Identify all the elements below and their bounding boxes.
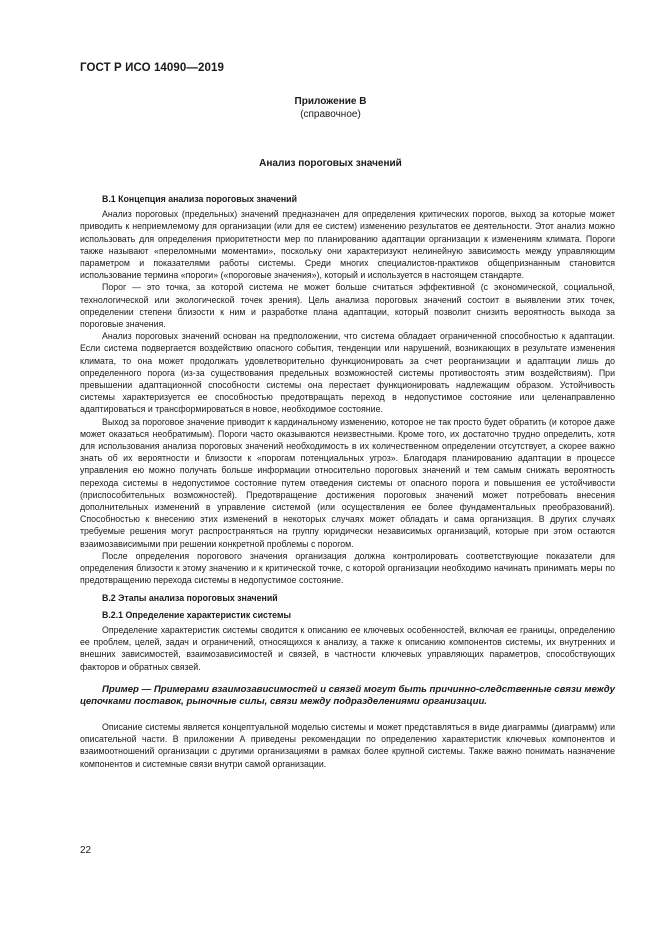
paragraph: Описание системы является концептуальной моделью системы и может представляться в виде диаграммы (диаграмм) или описательной части. В приложении А приведены рекомендации по определению характеристик ключевых компонентов и взаимоотношений организации с другими организациями в рамках более крупной системы. Также важно понимать назначение компонентов и системные связи внутри самой организации. [80, 721, 615, 769]
paragraph: Выход за пороговое значение приводит к кардинальному изменению, которое не так просто будет обратить (и которое даже может оказаться необратимым). Пороги часто оказываются неизвестными. Кроме того, их достаточно трудно определить, хотя для использования анализа пороговых значений необходимость в их количественном определении отсутствует, а скорее важно знать об их вероятности и близости к «порогам потенциальных угроз». Благодаря планированию адаптации в процессе управления ею можно получать больше информации относительно пороговых значений и тем самым снижать вероятность перехода системы в недопустимое состояние путем отведения системы от опасного порога и повышения ее устойчивости (приспособительных возможностей). Предотвращение достижения пороговых значений может потребовать внесения дополнительных изменений в управление системой (или осуществления ее более фундаментальных преобразований). Способностью к внесению этих изменений в некоторых случаях может обладать и сама организация. В других случаях требуемые решения могут распространяться на группу юридически независимых организаций, которые при этом остаются взаимозависимыми при решении конкретной проблемы с порогом. [80, 416, 615, 549]
paragraph: Анализ пороговых значений основан на предположении, что система обладает ограниченной способностью к адаптации. Если система подвергается воздействию опасного события, тенденции или нарушений, возникающих в результате изменения климата, то она может продолжать удовлетворительно функционировать за счет реорганизации и адаптации лишь до определенного порога (из-за существования предельных возможностей системы противостоять этим воздействиям). При превышении адаптационной способности системы она перестает функционировать надлежащим образом. Устойчивость системы характеризуется ее способностью предотвращать переход в недопустимое состояние или целенаправленно адаптироваться и трансформироваться в новое, необходимое состояние. [80, 331, 615, 415]
document-title: Анализ пороговых значений [259, 158, 402, 169]
annex-heading [0, 95, 661, 121]
annex-subtitle: (справочное) [300, 109, 361, 120]
paragraph: После определения порогового значения организация должна контролировать соответствующие показатели для определения близости к этому значению и к критической точке, с которой организации необходимо начинать принимать меры по предотвращению перехода системы в недопустимое состояние. [80, 550, 615, 586]
subsection-heading-b21: B.2.1 Определение характеристик системы [102, 609, 291, 620]
annex-title: Приложение В [294, 96, 367, 107]
document-body [80, 193, 615, 770]
standard-designation: ГОСТ Р ИСО 14090—2019 [80, 62, 225, 74]
paragraph: Порог — это точка, за которой система не может больше считаться эффективной (с экономической, социальной, технологической или экологической точек зрения). Цель анализа пороговых значений состоит в выявлении этих точек, определении степени близости к ним и разработке плана адаптации, который позволит снизить вероятность выхода за пороговые значения. [80, 282, 615, 330]
paragraph: Анализ пороговых (предельных) значений предназначен для определения критических порогов, выход за которые может приводить к неприемлемому для организации (или для ее систем) изменению результатов ее деятельности. Этот анализ можно использовать для определения приоритетности мер по планированию адаптации организации к изменениям климата. Пороги также называют «переломными моментами», поскольку они характеризуют нелинейную зависимость между управляющим параметром и показателями работы системы. Среди многих специалистов-практиков общепризнанным становится использование термина «пороги» («пороговые значения»), который и используется в настоящем стандарте. [80, 209, 615, 281]
section-heading-b1: B.1 Концепция анализа пороговых значений [102, 194, 297, 204]
example-note: Пример — Примерами взаимозависимостей и связей могут быть причинно-следственные связи между цепочками поставок, рыночные силы, связи между подразделениями организации. [80, 683, 615, 708]
paragraph: Определение характеристик системы сводится к описанию ее ключевых особенностей, включая ее границы, определению ее проблем, целей, задач и ограничений, относящихся к анализу, а также к описанию компонентов системы, их внутренних и внешних зависимостей, взаимозависимостей и связей, в частности ключевых управляющих параметров, способствующих факторов и обратных связей. [80, 624, 615, 672]
section-heading-b2: B.2 Этапы анализа пороговых значений [102, 592, 278, 603]
page-number: 22 [80, 845, 92, 856]
